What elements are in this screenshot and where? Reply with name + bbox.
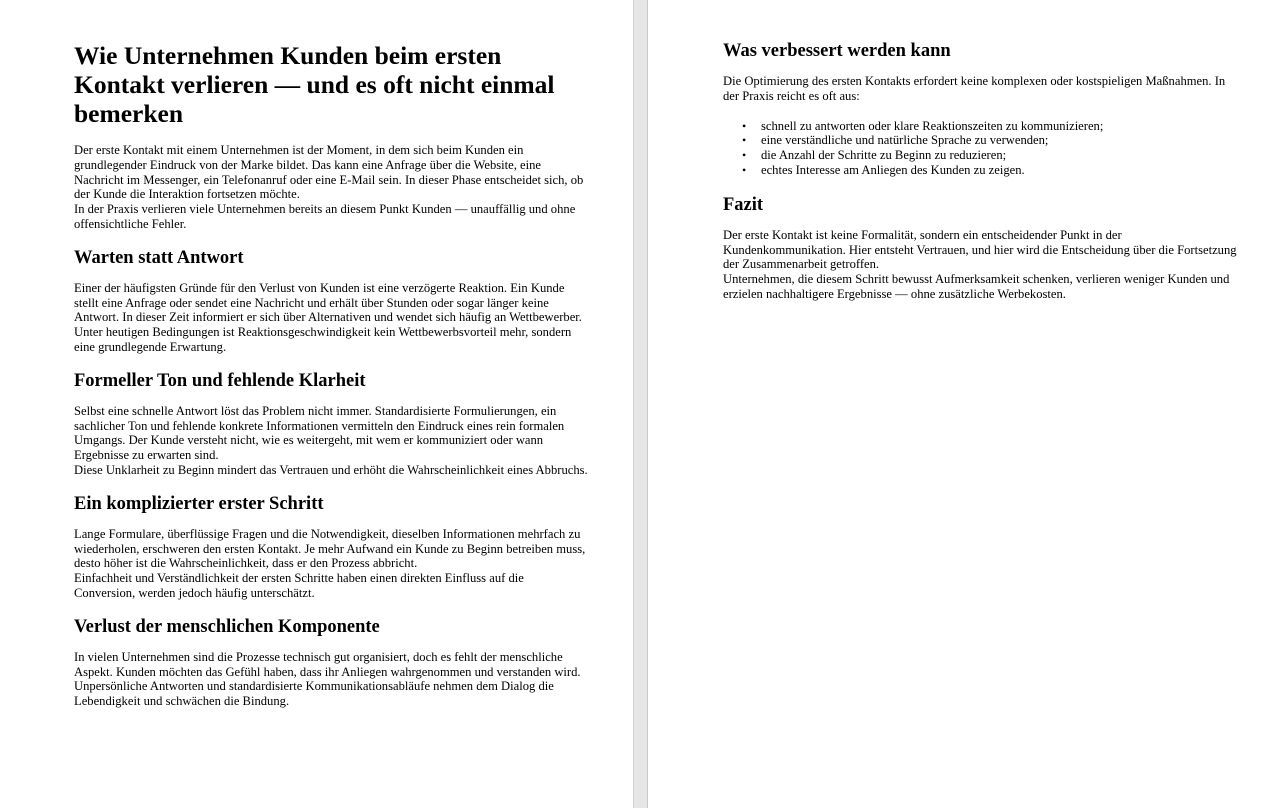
list-item[interactable]: • echtes Interesse am Anliegen des Kunden zu zeigen.: [723, 163, 1238, 178]
document-title[interactable]: Wie Unternehmen Kunden beim ersten Kontakt verlieren — und es oft nicht einmal bemerken: [74, 41, 555, 128]
intro-section: [74, 143, 588, 232]
document-page-2[interactable]: [648, 0, 1278, 808]
list-item[interactable]: • eine verständliche und natürliche Sprache zu verwenden;: [723, 133, 1238, 148]
intro-paragraph-2[interactable]: In der Praxis verlieren viele Unternehmen bereits an diesem Punkt Kunden — unauffällig und ohne offensichtliche Fehler.: [74, 202, 576, 231]
section-erster-schritt: [74, 493, 588, 601]
document-page-1[interactable]: [0, 0, 633, 808]
intro-paragraph-1[interactable]: Der erste Kontakt mit einem Unternehmen ist der Moment, in dem sich beim Kunden ein grundlegender Eindruck von der Marke bildet. Das kann eine Anfrage über die Website, eine Nachricht im Messenger, ein Telefonanruf oder eine E-Mail sein. In dieser Phase entscheidet sich, ob der Kunde die Interaktion fortsetzen möchte.: [74, 143, 584, 202]
section-paragraph[interactable]: Lange Formulare, überflüssige Fragen und die Notwendigkeit, dieselben Informationen mehrfach zu wiederholen, erschweren den ersten Kontakt. Je mehr Aufwand ein Kunde zu Beginn betreiben muss, desto höher ist die Wahrscheinlichkeit, dass er den Prozess abbricht.: [74, 526, 586, 571]
section-paragraph[interactable]: Unpersönliche Antworten und standardisierte Kommunikationsabläufe nehmen dem Dialog die Lebendigkeit und schwächen die Bindung.: [74, 679, 554, 709]
section-heading[interactable]: Ein komplizierter erster Schritt: [74, 493, 324, 514]
section-paragraph[interactable]: Diese Unklarheit zu Beginn mindert das Vertrauen und erhöht die Wahrscheinlichkeit eines Abbruchs.: [74, 462, 588, 477]
section-paragraph-with-cursor[interactable]: [74, 650, 588, 680]
section-heading[interactable]: Warten statt Antwort: [74, 247, 244, 268]
section-paragraph[interactable]: Unter heutigen Bedingungen ist Reaktionsgeschwindigkeit kein Wettbewerbsvorteil mehr, sondern eine grundlegende Erwartung.: [74, 325, 572, 354]
section-paragraph[interactable]: Selbst eine schnelle Antwort löst das Problem nicht immer. Standardisierte Formulierungen, ein sachlicher Ton und fehlende konkrete Informationen vermitteln den Eindruck eines rein formalen Umgangs. Der Kunde versteht nicht, wie es weitergeht, mit wem er kommuniziert oder wann Ergebnisse zu erwarten sind.: [74, 403, 565, 463]
section-heading[interactable]: Verlust der menschlichen Komponente: [74, 616, 380, 637]
list-item[interactable]: • die Anzahl der Schritte zu Beginn zu reduzieren;: [723, 148, 1238, 163]
page-2-body[interactable]: [723, 40, 1238, 318]
page-1-body[interactable]: [74, 41, 588, 724]
section-paragraph[interactable]: Einfachheit und Verständlichkeit der ersten Schritte haben einen direkten Einfluss auf die Conversion, werden jedoch häufig unterschätzt.: [74, 571, 524, 600]
section-heading[interactable]: Fazit: [723, 194, 764, 215]
section-verbesserung: [723, 40, 1238, 178]
section-fazit: [723, 194, 1238, 302]
section-heading[interactable]: Formeller Ton und fehlende Klarheit: [74, 370, 366, 391]
section-paragraph[interactable]: Der erste Kontakt ist keine Formalität, sondern ein entscheidender Punkt in der Kundenkommunikation. Hier entsteht Vertrauen, und hier wird die Entscheidung über die Fortsetzung der Zusammenarbeit getroffen.: [723, 227, 1237, 272]
section-warten: [74, 247, 588, 355]
list-item[interactable]: • schnell zu antworten oder klare Reaktionszeiten zu kommunizieren;: [723, 119, 1238, 134]
section-menschliche-komponente: [74, 616, 588, 709]
bullet-list: [723, 119, 1238, 178]
section-formeller-ton: [74, 370, 588, 478]
section-paragraph[interactable]: Einer der häufigsten Gründe für den Verlust von Kunden ist eine verzögerte Reaktion. Ein Kunde stellt eine Anfrage oder sendet eine Nachricht und erhält über Stunden oder sogar länger keine Antwort. In dieser Zeit informiert er sich über Alternativen und wendet sich häufig an Wettbewerber.: [74, 280, 582, 325]
section-paragraph[interactable]: Die Optimierung des ersten Kontakts erfordert keine komplexen oder kostspieligen Maßnahmen. In der Praxis reicht es oft aus:: [723, 74, 1226, 103]
page-gutter: [633, 0, 648, 808]
section-paragraph-text[interactable]: In vielen Unternehmen sind die Prozesse technisch gut organisiert, doch es fehlt der menschliche Aspekt. Kunden möchten das Gefühl haben, dass ihr Anliegen wahrgenommen und verstanden wird.: [74, 649, 581, 679]
section-heading[interactable]: Was verbessert werden kann: [723, 41, 951, 61]
section-paragraph[interactable]: Unternehmen, die diesem Schritt bewusst Aufmerksamkeit schenken, verlieren weniger Kunden und erzielen nachhaltigere Ergebnisse — ohne zusätzliche Werbekosten.: [723, 272, 1230, 301]
